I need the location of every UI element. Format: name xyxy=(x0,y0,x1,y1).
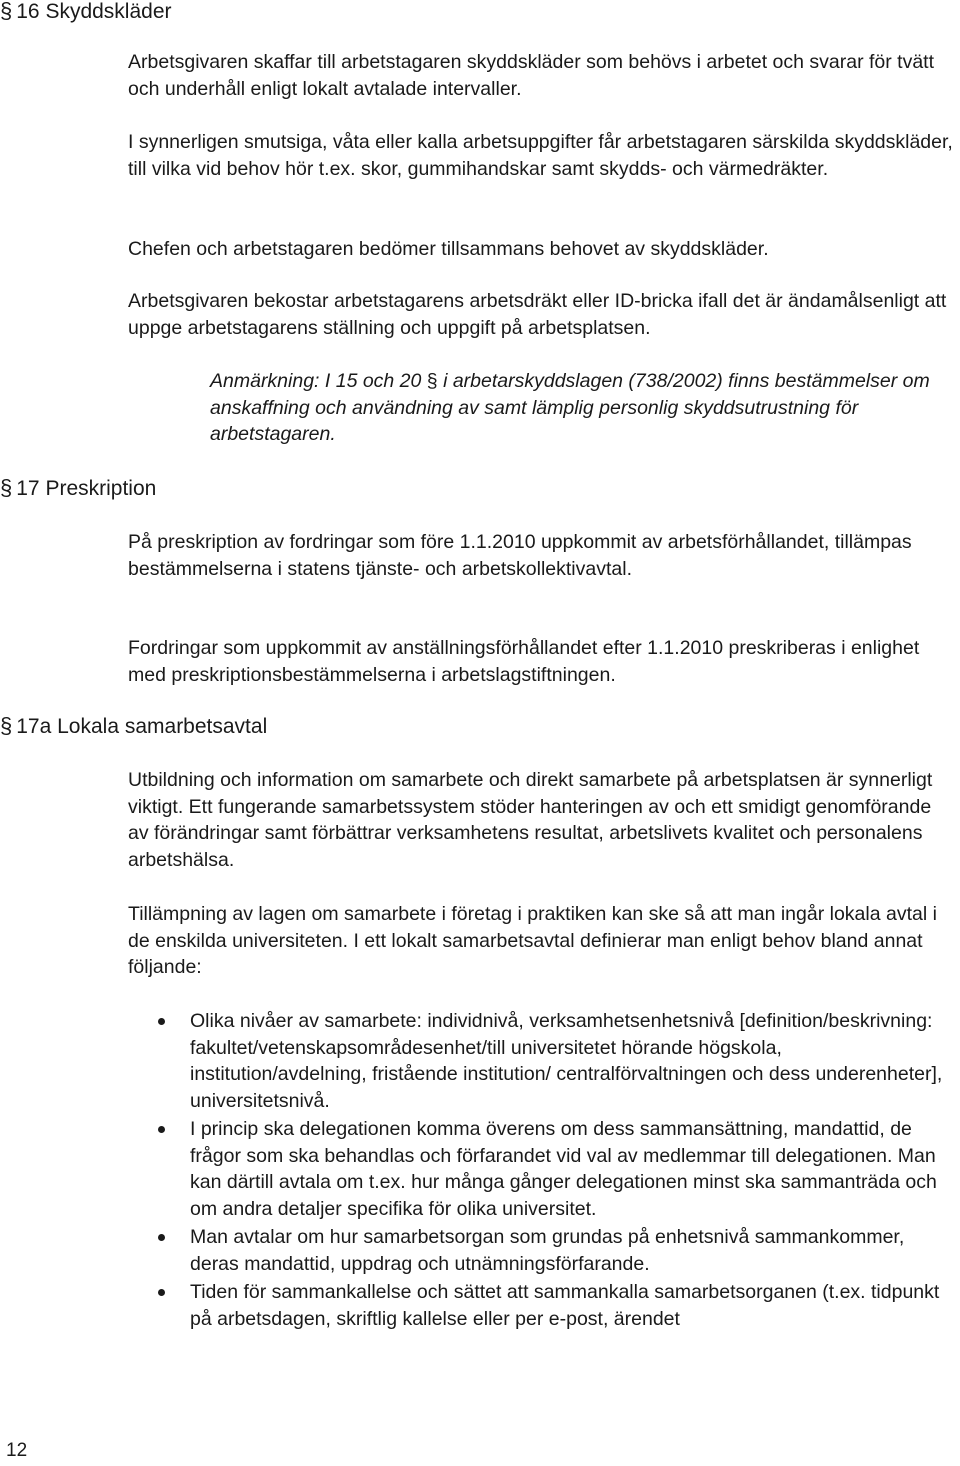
list-item xyxy=(128,1008,956,1114)
section-17a-paragraph-1: Utbildning och information om samarbete och direkt samarbete på arbetsplatsen är synnerligt viktigt. Ett fungerande samarbetssystem stöder hanteringen av och ett smidigt genomförande av förändringar samt förbättrar verksamhetens resultat, arbetslivets kvalitet och personalens arbetshälsa. xyxy=(128,769,933,871)
note-text-end: i arbetarskyddslagen (738/2002) finns bestämmelser om anskaffning och användning av samt lämplig personlig skyddsutrustning för arbetstagaren. xyxy=(210,370,930,445)
section-16-note xyxy=(210,368,958,448)
bullet-icon xyxy=(158,1126,165,1133)
list-item xyxy=(128,1116,956,1222)
section-17a-bullet-list xyxy=(128,1008,956,1334)
section-16-heading xyxy=(0,0,172,25)
section-16-paragraph-4: Arbetsgivaren bekostar arbetstagarens arbetsdräkt eller ID-bricka ifall det är ändamålsenligt att uppge arbetstagarens ställning och uppgift på arbetsplatsen. xyxy=(128,290,947,339)
section-16-paragraph-2: I synnerligen smutsiga, våta eller kalla arbetsuppgifter får arbetstagaren särskilda skyddskläder, till vilka vid behov hör t.ex. skor, gummihandskar samt skydds- och värmedräkter. xyxy=(128,131,953,180)
list-item xyxy=(128,1224,956,1277)
section-16-paragraph-3: Chefen och arbetstagaren bedömer tillsammans behovet av skyddskläder. xyxy=(128,238,769,260)
list-item-text: I princip ska delegationen komma överens om dess sammansättning, mandattid, de frågor som ska behandlas och förfarandet vid val av medlemmar till delegationen. Man kan därtill avtala om t.ex. hur många gånger delegationen minst ska sammanträda och om andra detaljer specifika för olika universitet. xyxy=(190,1118,937,1220)
list-item-text: Tiden för sammankallelse och sättet att sammankalla samarbetsorganen (t.ex. tidpunkt på arbetsdagen, skriftlig kallelse eller per e-post, ärendet xyxy=(190,1281,940,1330)
section-16-paragraph-1: Arbetsgivaren skaffar till arbetstagaren skyddskläder som behövs i arbetet och svarar för tvätt och underhåll enligt lokalt avtalade intervaller. xyxy=(128,51,935,100)
section-17a-title: 17a Lokala samarbetsavtal xyxy=(16,715,268,738)
paragraph-sign: § xyxy=(0,475,13,500)
paragraph-sign: § xyxy=(0,0,13,23)
section-17-heading xyxy=(0,475,156,502)
list-item xyxy=(128,1279,956,1332)
note-paragraph-sign: § xyxy=(426,370,438,392)
section-16-title: 16 Skyddskläder xyxy=(16,0,172,23)
section-17-title: 17 Preskription xyxy=(16,477,157,500)
paragraph-sign: § xyxy=(0,713,13,738)
section-17a-heading xyxy=(0,713,267,740)
page-number: 12 xyxy=(6,1440,28,1461)
list-item-text: Olika nivåer av samarbete: individnivå, verksamhetsenhetsnivå [definition/beskrivning: fakultet/vetenskapsområdesenhet/till universitetet hörande högskola, institution/avdelning, fristående institution/ centralförvaltningen och dess underenheter], universitetsnivå. xyxy=(190,1010,943,1112)
section-17-paragraph-1: På preskription av fordringar som före 1.1.2010 uppkommit av arbetsförhållandet, tillämpas bestämmelserna i statens tjänste- och arbetskollektivavtal. xyxy=(128,531,912,580)
note-text-start: Anmärkning: I 15 och 20 xyxy=(210,370,427,392)
section-17a-paragraph-2: Tillämpning av lagen om samarbete i företag i praktiken kan ske så att man ingår lokala avtal i de enskilda universiteten. I ett lokalt samarbetsavtal definierar man enligt behov bland annat följande: xyxy=(128,903,937,978)
section-17-paragraph-2: Fordringar som uppkommit av anställningsförhållandet efter 1.1.2010 preskriberas i enlighet med preskriptionsbestämmelserna i arbetslagstiftningen. xyxy=(128,637,920,686)
bullet-icon xyxy=(158,1234,165,1241)
list-item-text: Man avtalar om hur samarbetsorgan som grundas på enhetsnivå sammankommer, deras mandattid, uppdrag och utnämningsförfarande. xyxy=(190,1226,905,1275)
bullet-icon xyxy=(158,1289,165,1296)
bullet-icon xyxy=(158,1018,165,1025)
